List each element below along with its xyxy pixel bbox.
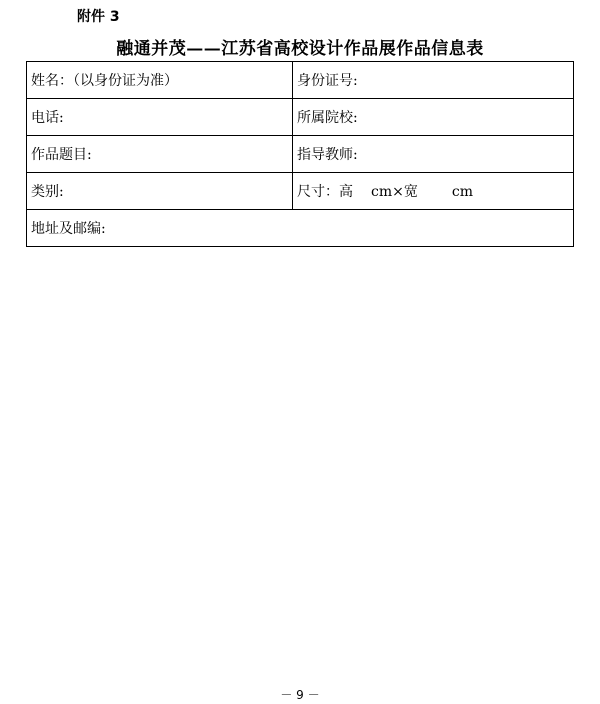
address-field[interactable]: 地址及邮编:: [27, 210, 574, 247]
table-row-address: [27, 210, 574, 247]
attachment-label: 附件 3: [77, 9, 120, 25]
work-info-table: [26, 61, 574, 247]
work-title-field[interactable]: 作品题目:: [27, 136, 293, 173]
advisor-field[interactable]: 指导教师:: [293, 136, 574, 173]
size-field[interactable]: [293, 173, 574, 210]
table-row-category: [27, 173, 574, 210]
table-row-name: [27, 62, 574, 99]
school-field[interactable]: 所属院校:: [293, 99, 574, 136]
size-label: 尺寸：高: [297, 184, 353, 200]
table-row-work-title: [27, 136, 574, 173]
phone-field[interactable]: 电话:: [27, 99, 293, 136]
page-number: － 9 －: [280, 688, 320, 702]
size-width-unit: cm: [451, 184, 473, 200]
name-field[interactable]: 姓名：（以身份证为准）: [27, 62, 293, 99]
id-number-field[interactable]: 身份证号:: [293, 62, 574, 99]
size-height-unit: cm×宽: [371, 184, 418, 200]
document-title: 融通并茂——江苏省高校设计作品展作品信息表: [116, 39, 484, 59]
table-row-phone: [27, 99, 574, 136]
category-field[interactable]: 类别:: [27, 173, 293, 210]
